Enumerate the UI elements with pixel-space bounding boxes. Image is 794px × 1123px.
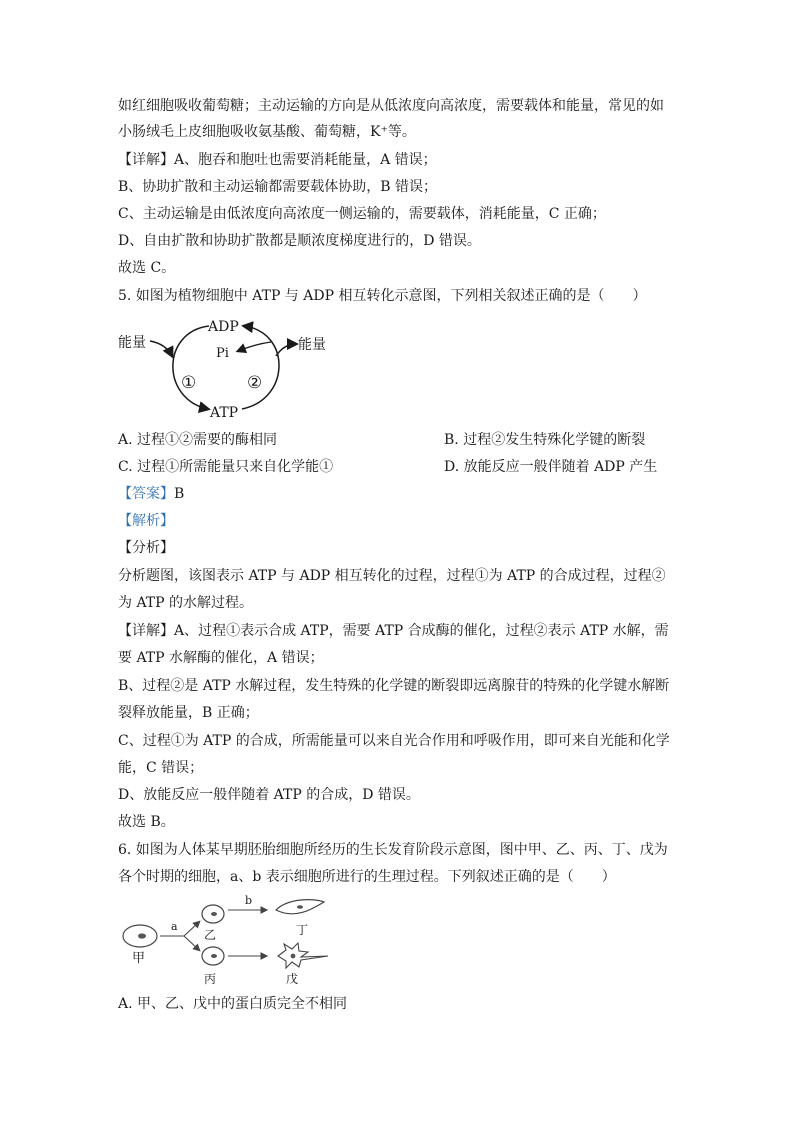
process-2-label: ②: [247, 373, 263, 393]
label-bing: 丙: [204, 972, 217, 986]
cell-wu: [278, 943, 328, 968]
intro-line-2: 小肠绒毛上皮细胞吸收氨基酸、葡萄糖，K⁺等。: [118, 124, 416, 140]
q5-fenxi-tag: 【分析】: [118, 540, 174, 556]
pi-label: Pi: [216, 346, 229, 361]
hydrolysis-arrow: [242, 326, 279, 409]
intro-detail-c: C、主动运输是由低浓度向高浓度一侧运输的，需要载体，消耗能量，C 正确；: [118, 206, 606, 222]
label-wu: 戊: [286, 972, 299, 986]
q5-stem: 5. 如图为植物细胞中 ATP 与 ADP 相互转化示意图，下列相关叙述正确的是（ ）: [118, 288, 647, 304]
cell-development-diagram: [116, 892, 336, 988]
detail-tag: 【详解】: [118, 152, 174, 168]
intro-line-1: 如红细胞吸收葡萄糖；主动运输的方向是从低浓度向高浓度，需要载体和能量，常见的如: [118, 98, 664, 114]
q5-detail-a2: 要 ATP 水解酶的催化，A 错误；: [118, 650, 324, 666]
atp-adp-diagram: [116, 314, 346, 424]
intro-detail-d: D、自由扩散和协助扩散都是顺浓度梯度进行的，D 错误。: [118, 233, 481, 249]
energy-right-label: 能量: [298, 337, 326, 353]
detail-a-text: A、胞吞和胞吐也需要消耗能量，A 错误；: [174, 152, 437, 168]
synthesis-arrow: [173, 326, 209, 409]
intro-detail-b: B、协助扩散和主动运输都需要载体协助，B 错误；: [118, 179, 438, 195]
q5-detail-b2: 裂释放能量，B 正确；: [118, 705, 259, 721]
q5-analysis-2: 为 ATP 的水解过程。: [118, 595, 254, 611]
adp-label: ADP: [208, 319, 239, 335]
pi-out-arrow: [238, 342, 271, 351]
label-ding: 丁: [296, 923, 309, 937]
q5-detail-c1: C、过程①为 ATP 的合成，所需能量可以来自光合作用和呼吸作用，即可来自光能和化学: [118, 733, 670, 749]
q5-detail-b1: B、过程②是 ATP 水解过程，发生特殊的化学键的断裂即远离腺苷的特殊的化学键水解断: [118, 678, 670, 694]
q5-detail-c2: 能，C 错误；: [118, 760, 204, 776]
q5-option-d: D. 放能反应一般伴随着 ADP 产生: [444, 459, 658, 475]
q6-stem-2: 各个时期的细胞，a、b 表示细胞所进行的生理过程。下列叙述正确的是（ ）: [118, 869, 616, 885]
answer-value: B: [174, 486, 185, 502]
q5-option-b: B. 过程②发生特殊化学键的断裂: [444, 432, 646, 448]
energy-out-arrow: [276, 344, 296, 356]
q6-option-a: A. 甲、乙、戊中的蛋白质完全不相同: [118, 996, 348, 1012]
intro-choose: 故选 C。: [118, 260, 176, 276]
q6-stem-1: 6. 如图为人体某早期胚胎细胞所经历的生长发育阶段示意图，图中甲、乙、丙、丁、戊为: [118, 842, 668, 858]
energy-in-arrow: [150, 341, 172, 356]
q5-analysis-1: 分析题图，该图表示 ATP 与 ADP 相互转化的过程，过程①为 ATP 的合成过程，过程②: [118, 568, 666, 584]
process-1-label: ①: [181, 373, 197, 393]
label-a: a: [171, 920, 178, 933]
intro-detail-a: [118, 150, 437, 170]
detail-tag: 【详解】: [118, 623, 174, 639]
energy-left-label: 能量: [118, 335, 146, 351]
q5-answer: [118, 484, 184, 504]
atp-label: ATP: [210, 405, 239, 421]
q5-jiexi-tag: 【解析】: [118, 513, 174, 529]
q5-option-c: C. 过程①所需能量只来自化学能①: [118, 459, 334, 475]
q5-option-a: A. 过程①②需要的酶相同: [118, 432, 278, 448]
q5-detail-a1: [118, 621, 669, 641]
label-jia: 甲: [132, 951, 146, 966]
label-b: b: [245, 894, 253, 907]
answer-tag: 【答案】: [118, 486, 174, 502]
q5-detail-d: D、放能反应一般伴随着 ATP 的合成，D 错误。: [118, 787, 420, 803]
label-yi: 乙: [204, 928, 217, 942]
q5-choose: 故选 B。: [118, 814, 175, 830]
detail-a1-text: A、过程①表示合成 ATP，需要 ATP 合成酶的催化，过程②表示 ATP 水解，需: [174, 623, 669, 639]
